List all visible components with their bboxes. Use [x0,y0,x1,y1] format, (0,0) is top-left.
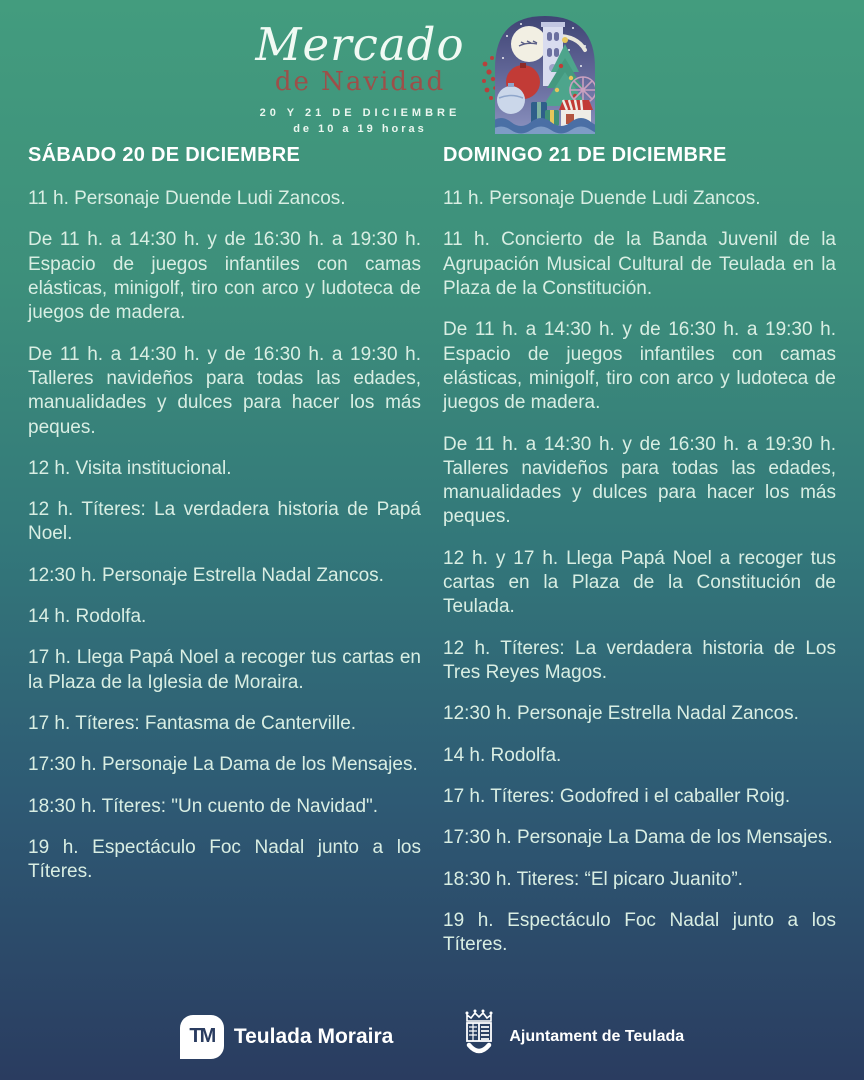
event-dates: 20 Y 21 DE DICIEMBRE [259,107,461,119]
poster-subtitle: de Navidad [274,67,446,97]
schedule-item: 19 h. Espectáculo Foc Nadal junto a los Títeres. [28,836,421,883]
sunday-items [443,187,836,958]
teulada-moraira-logo [180,1015,394,1059]
christmas-scene-illustration [481,6,609,138]
schedule-item: 17:30 h. Personaje La Dama de los Mensajes. [443,827,833,849]
ajuntament-label: Ajuntament de Teulada [509,1027,685,1045]
schedule-item: 12 h. Títeres: La verdadera historia de Los Tres Reyes Magos. [443,637,836,683]
schedule-item: 14 h. Rodolfa. [28,606,147,628]
schedule-item: De 11 h. a 14:30 h. y de 16:30 h. a 19:30 h. Espacio de juegos infantiles con camas elásticas, minigolf, tiro con arco y ludoteca de juegos de madera. [28,229,421,324]
schedule-item: 17:30 h. Personaje La Dama de los Mensajes. [28,754,418,776]
schedule-item: De 11 h. a 14:30 h. y de 16:30 h. a 19:30 h. Espacio de juegos infantiles con camas elásticas, minigolf, tiro con arco y ludoteca de juegos de madera. [443,319,836,414]
schedule-item: 12 h. Títeres: La verdadera historia de Papá Noel. [28,499,421,545]
schedule-item: 12:30 h. Personaje Estrella Nadal Zancos. [443,703,799,725]
title-block [255,18,465,135]
sunday-column [443,144,836,958]
sunday-heading: DOMINGO 21 DE DICIEMBRE [443,144,727,166]
ferris-wheel-icon [570,77,596,103]
tm-monogram-icon: TM [180,1015,224,1059]
footer [0,1009,864,1064]
saturday-heading: SÁBADO 20 DE DICIEMBRE [28,144,301,166]
schedule-item: De 11 h. a 14:30 h. y de 16:30 h. a 19:30 h. Talleres navideños para todas las edades, manualidades y dulces para hacer los más peques. [443,433,836,528]
schedule-item: 11 h. Personaje Duende Ludi Zancos. [443,188,761,209]
schedule-item: 14 h. Rodolfa. [443,744,562,766]
schedule-item: 18:30 h. Títeres: "Un cuento de Navidad". [28,795,379,817]
event-hours: de 10 a 19 horas [293,123,427,135]
schedule-item: 12:30 h. Personaje Estrella Nadal Zancos. [28,564,384,586]
header [0,0,864,140]
schedule-item: 17 h. Títeres: Godofred i el caballer Roig. [443,785,791,807]
schedule-item: 19 h. Espectáculo Foc Nadal junto a los Títeres. [443,909,836,956]
poster-title: Mercado [255,18,465,71]
schedule-item: 11 h. Personaje Duende Ludi Zancos. [28,188,346,209]
schedule-item: 17 h. Llega Papá Noel a recoger tus cartas en la Plaza de la Iglesia de Moraira. [28,647,421,693]
berry-dots [482,56,497,100]
ajuntament-logo [463,1009,684,1064]
saturday-items [28,187,421,885]
schedule-item: De 11 h. a 14:30 h. y de 16:30 h. a 19:30 h. Talleres navideños para todas las edades, manualidades y dulces para hacer los más peques. [28,343,421,438]
schedule-item: 12 h. y 17 h. Llega Papá Noel a recoger tus cartas en la Plaza de la Constitución de Teulada. [443,547,836,618]
schedule-item: 17 h. Títeres: Fantasma de Canterville. [28,713,357,734]
schedule-item: 11 h. Concierto de la Banda Juvenil de la Agrupación Musical Cultural de Teulada en la Plaza de la Constitución. [443,229,836,299]
teulada-moraira-label: Teulada Moraira [233,1024,394,1048]
schedule-item: 18:30 h. Titeres: “El picaro Juanito”. [443,868,743,890]
schedule-columns [0,144,864,958]
schedule-item: 12 h. Visita institucional. [28,457,232,479]
saturday-column [28,144,421,958]
ajuntament-crest-icon [463,1009,499,1064]
